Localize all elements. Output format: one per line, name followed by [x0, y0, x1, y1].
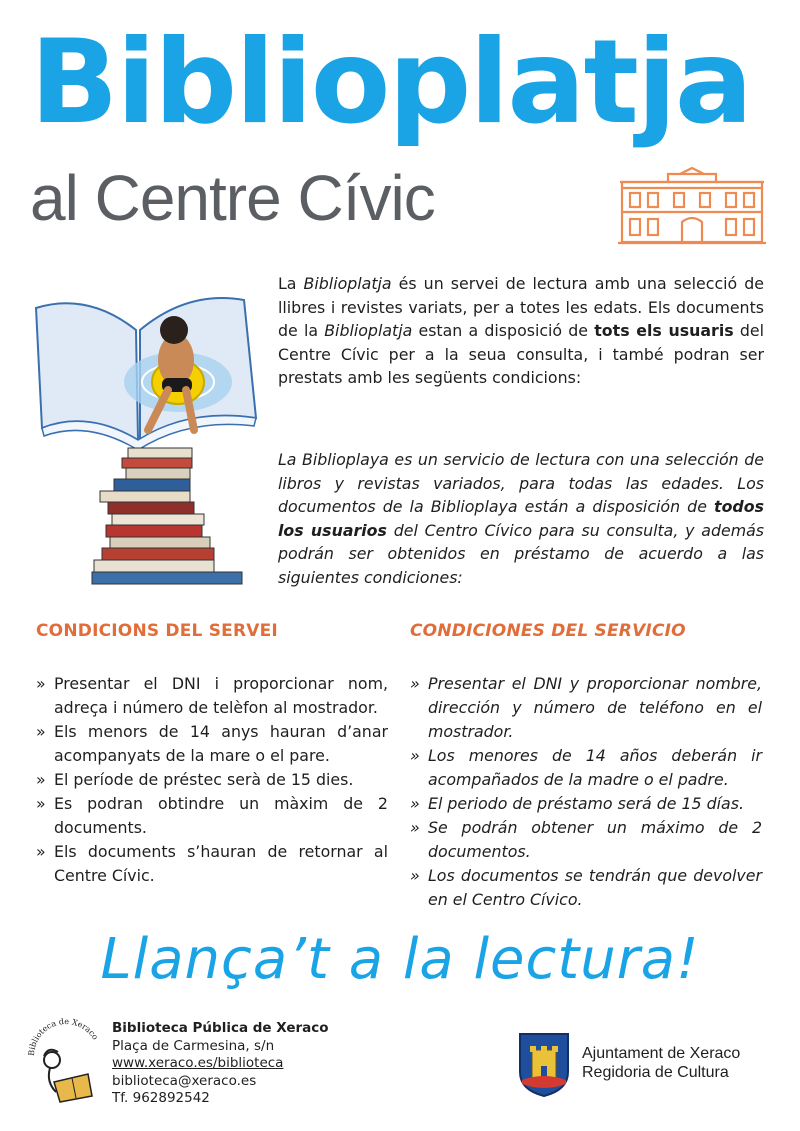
bullet-marker: » [36, 794, 46, 813]
condition-item: » Presentar el DNI i proporcionar nom, adreça i número de telèfon al mostrador. [36, 674, 388, 717]
paragraph-text-run: La Biblioplaya es un servicio de lectura con una selección de libros y revistas variados, para todas las edades. Los documentos de la Biblioplaya están a disposición de [278, 450, 764, 516]
condition-item: » Los documentos se tendrán que devolver en el Centro Cívico. [410, 866, 762, 909]
library-email[interactable]: biblioteca@xeraco.es [112, 1072, 257, 1089]
condition-item: » Es podran obtindre un màxim de 2 documents. [36, 794, 388, 837]
library-name: Biblioteca Pública de Xeraco [112, 1020, 329, 1036]
slogan: Llança’t a la lectura! [100, 927, 700, 992]
bullet-marker: » [36, 842, 46, 861]
council-name: Ajuntament de Xeraco [582, 1045, 741, 1062]
paragraph-text-run: del Centro Cívico para su consulta, y además podrán ser obtenidos en préstamo de acuerdo a las siguientes condiciones: [278, 520, 765, 587]
library-website-link[interactable]: www.xeraco.es/biblioteca [112, 1055, 284, 1071]
library-logo-text: Biblioteca de Xeraco [26, 1016, 100, 1057]
paragraph-text-run: tots els usuaris [594, 321, 734, 340]
svg-text:Biblioteca de Xeraco [27, 1017, 100, 1056]
library-phone: Tf. 962892542 [112, 1090, 210, 1106]
conditions-heading-spanish: CONDICIONES DEL SERVICIO [410, 621, 686, 641]
bullet-marker: » [410, 818, 420, 837]
bullet-marker: » [36, 722, 46, 741]
council-department: Regidoria de Cultura [582, 1064, 729, 1081]
conditions-heading-catalan: CONDICIONS DEL SERVEI [36, 621, 278, 641]
boy-on-book-stack-illustration [28, 290, 260, 590]
condition-item: » El periodo de préstamo será de 15 días. [410, 792, 762, 816]
bullet-marker: » [36, 674, 46, 693]
conditions-list-spanish [410, 672, 762, 912]
condition-item: » Els documents s’hauran de retornar al Centre Cívic. [36, 842, 388, 885]
library-address: Plaça de Carmesina, s/n [112, 1037, 275, 1054]
condition-item: » El període de préstec serà de 15 dies. [36, 768, 388, 792]
conditions-list-catalan [36, 672, 388, 888]
bullet-marker: » [410, 794, 420, 813]
bullet-marker: » [410, 674, 420, 693]
condition-item: » Els menors de 14 anys hauran d’anar acompanyats de la mare o el pare. [36, 722, 388, 765]
bullet-marker: » [410, 746, 420, 765]
council-block [582, 1044, 740, 1082]
condition-item: » Presentar el DNI y proporcionar nombre, dirección y número de teléfono en el mostrador. [410, 674, 762, 741]
poster-subtitle: al Centre Cívic [30, 162, 435, 234]
town-hall-building-icon [618, 166, 766, 246]
paragraph-text-run: Biblioplatja [303, 274, 392, 293]
intro-paragraph-catalan [278, 272, 764, 390]
condition-item: » Los menores de 14 años deberán ir acompañados de la madre o el padre. [410, 746, 762, 789]
paragraph-text-run: estan a disposició de [412, 321, 595, 340]
paragraph-text-run: és un servei de lectura amb una selecció de llibres i revistes variats, per a totes les edats. Els documents de la [278, 274, 764, 340]
library-contact-block [112, 1020, 329, 1108]
reader-library-logo [26, 1016, 106, 1106]
poster-title: Biblioplatja [30, 15, 751, 150]
paragraph-text-run: Biblioplatja [324, 321, 413, 340]
paragraph-text-run: La [278, 274, 304, 293]
bullet-marker: » [36, 770, 46, 789]
intro-paragraph-spanish [278, 448, 764, 589]
bullet-marker: » [410, 866, 420, 885]
condition-item: » Se podrán obtener un máximo de 2 documentos. [410, 818, 762, 861]
paragraph-text-run: del Centre Cívic per a la seua consulta, i també podran ser prestats amb les següents condicions: [278, 321, 764, 387]
xeraco-coat-of-arms [518, 1032, 570, 1098]
paragraph-text-run: todos los usuarios [278, 497, 764, 540]
